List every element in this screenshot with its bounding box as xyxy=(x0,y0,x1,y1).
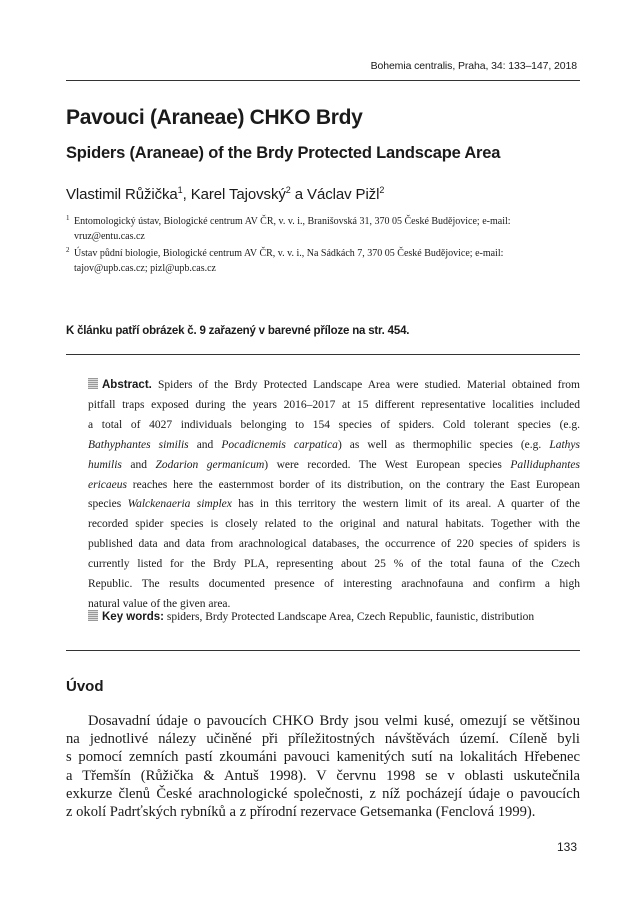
author-list xyxy=(66,185,384,203)
author-separator: , xyxy=(182,186,191,203)
abstract-line: ericaeus reaches here the easternmost border of its distribution, on the contrary the East European xyxy=(88,478,580,491)
body-line: na jednotlivé nálezy učiněné při příležitostných návštěvách území. Cíleně byli xyxy=(66,731,580,748)
keywords-label: Key words: xyxy=(102,611,164,623)
affiliation-email: vruz@entu.cas.cz xyxy=(74,231,145,242)
affiliation-email: tajov@upb.cas.cz; pizl@upb.cas.cz xyxy=(74,263,216,274)
abstract-line: pitfall traps exposed during the years 2016–2017 at 15 different representative localities included xyxy=(88,398,580,411)
affiliation-number: 1 xyxy=(66,214,70,222)
section-rule xyxy=(66,354,580,355)
journal-citation: Bohemia centralis, Praha, 34: 133–147, 2018 xyxy=(370,60,577,72)
figure-note: K článku patří obrázek č. 9 zařazený v barevné příloze na str. 454. xyxy=(66,325,410,337)
section-rule xyxy=(66,650,580,651)
author-name: Karel Tajovský xyxy=(190,186,286,203)
abstract-line: published data and data from arachnological databases, the occurrence of 220 species of spiders is xyxy=(88,538,580,551)
paper-subtitle-english: Spiders (Araneae) of the Brdy Protected Landscape Area xyxy=(66,144,501,162)
abstract xyxy=(88,376,580,615)
author-affiliation-mark: 2 xyxy=(379,185,385,195)
abstract-line: Republic. The results documented presence of interesting arachnofauna and confirm a high xyxy=(88,578,580,591)
affiliation xyxy=(66,246,580,276)
keywords xyxy=(88,610,534,623)
abstract-line: Abstract. Spiders of the Brdy Protected Landscape Area were studied. Material obtained from xyxy=(88,376,580,396)
keywords-text: spiders, Brdy Protected Landscape Area, Czech Republic, faunistic, distribution xyxy=(164,611,535,623)
header-rule xyxy=(66,80,580,81)
body-paragraph xyxy=(66,712,580,821)
page-number: 133 xyxy=(556,840,577,854)
section-heading: Úvod xyxy=(66,678,104,695)
abstract-line: natural value of the given area. xyxy=(88,597,231,610)
affiliation xyxy=(66,214,580,244)
abstract-label: Abstract. xyxy=(102,379,152,391)
author-affiliation-mark: 1 xyxy=(177,185,183,195)
paper-title: Pavouci (Araneae) CHKO Brdy xyxy=(66,106,363,129)
author-affiliation-mark: 2 xyxy=(285,185,291,195)
body-line: exkurze členů České arachnologické společnosti, z níž pocházejí údaje o pavoucích xyxy=(66,785,580,802)
abstract-line: currently listed for the Brdy PLA, representing about 25 % of the total fauna of the Czech xyxy=(88,558,580,571)
body-line: z okolí Padrťských rybníků a z přírodní rezervace Getsemanka (Fenclová 1999). xyxy=(66,804,536,821)
body-line: a Třemšín (Růžička & Antuš 1998). V červnu 1998 se v oblasti uskutečnila xyxy=(66,767,580,784)
abstract-line: humilis and Zodarion germanicum) were recorded. The West European species Palliduphantes xyxy=(88,458,580,471)
body-line: s pomocí zemních pastí zkoumáni pavouci kamenitých sutí na lokalitách Hřebenec xyxy=(66,749,580,766)
author-name: Vlastimil Růžička xyxy=(66,186,178,203)
abstract-line: recorded spider species is closely related to the original and natural habitats. Together with the xyxy=(88,518,580,531)
affiliation-number: 2 xyxy=(66,246,70,254)
author-name: Václav Pižl xyxy=(307,186,380,203)
body-line: Dosavadní údaje o pavoucích CHKO Brdy jsou velmi kusé, omezují se většinou xyxy=(88,713,580,729)
abstract-line: Bathyphantes similis and Pocadicnemis carpatica) as well as thermophilic species (e.g. Lathys xyxy=(88,438,580,451)
shaded-square-icon xyxy=(88,610,98,621)
affiliation-text: Ústav půdní biologie, Biologické centrum AV ČR, v. v. i., Na Sádkách 7, 370 05 České Budějovice; e-mail: xyxy=(74,248,504,259)
abstract-line: a total of 4027 individuals belonging to 154 species of spiders. Cold tolerant species (e.g. xyxy=(88,418,580,431)
author-separator: a xyxy=(290,186,308,203)
shaded-square-icon xyxy=(88,378,98,389)
abstract-line: species Walckenaeria simplex has in this territory the western limit of its areal. A quarter of the xyxy=(88,498,580,511)
affiliation-text: Entomologický ústav, Biologické centrum AV ČR, v. v. i., Branišovská 31, 370 05 České Budějovice; e-mail: xyxy=(74,216,511,227)
